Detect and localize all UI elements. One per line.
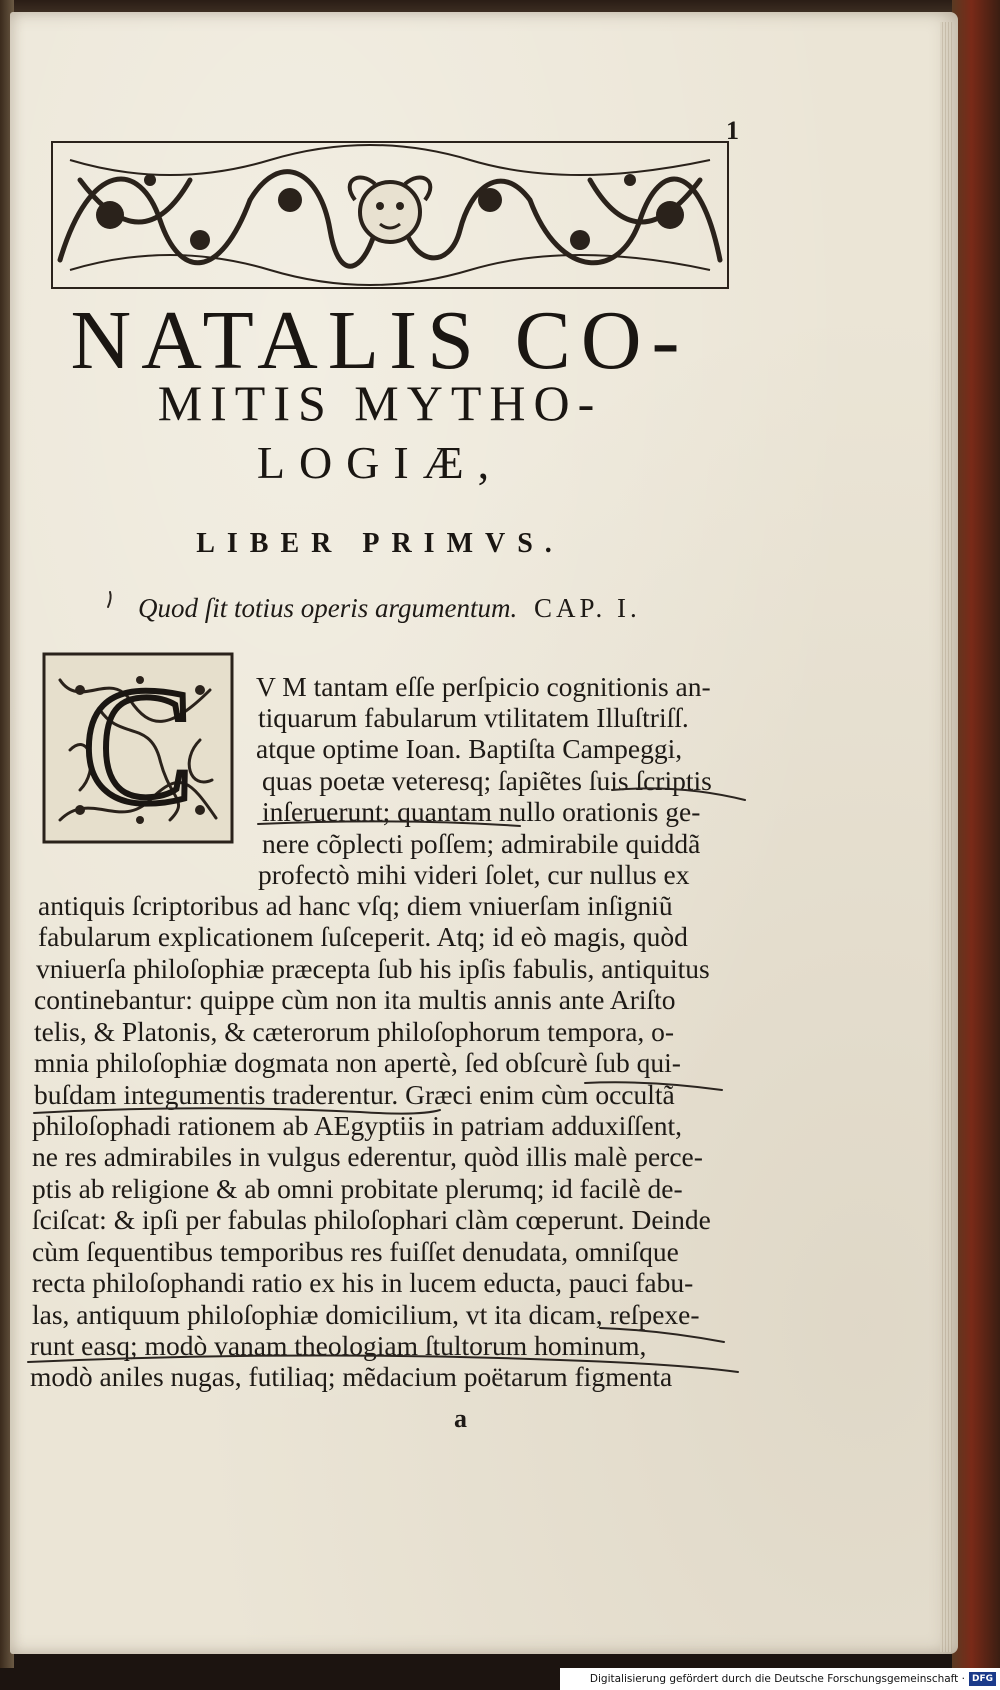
title-line-2: MITIS MYTHO-: [157, 375, 603, 431]
body-line-15: philoſophadi rationem ab AEgyptiis in patriam adduxiſſent,: [32, 1110, 682, 1141]
body-line-14: buſdam integumentis traderentur. Græci enim cùm occultã: [34, 1079, 675, 1110]
title-line-1: NATALIS CO-: [70, 294, 690, 387]
book-heading: LIBER PRIMVS.: [196, 528, 564, 559]
body-line-9: fabularum explicationem ſuſceperit. Atq; id eò magis, quòd: [38, 921, 688, 952]
body-line-16: ne res admirabiles in vulgus ederentur, quòd illis malè perce-: [32, 1141, 703, 1172]
body-line-23: modò aniles nugas, futiliaq; mẽdacium poëtarum figmenta: [30, 1361, 673, 1392]
body-line-2: tiquarum fabularum vtilitatem Illuſtriſſ.: [258, 702, 689, 733]
digitization-credit: [560, 1668, 1000, 1690]
body-line-4: quas poetæ veteresq; ſapiẽtes ſuis ſcriptis: [262, 765, 712, 796]
body-line-8: antiquis ſcriptoribus ad hanc vſq; diem vniuerſam inſigniũ: [38, 890, 673, 921]
body-line-17: ptis ab religione & ab omni probitate plerumq; id facilè de-: [32, 1173, 683, 1204]
folio-number: 1: [726, 116, 739, 145]
title-line-3: LOGIÆ,: [256, 437, 504, 488]
body-line-10: vniuerſa philoſophiæ præcepta ſub his ipſis fabulis, antiquitus: [36, 953, 710, 984]
signature-mark: a: [454, 1404, 467, 1433]
body-line-3: atque optime Ioan. Baptiſta Campeggi,: [256, 733, 683, 764]
credit-text: Digitalisierung gefördert durch die Deutsche Forschungsgemeinschaft ·: [589, 1673, 965, 1685]
body-line-7: profectò mihi videri ſolet, cur nullus ex: [258, 859, 690, 890]
drop-cap-letter: C: [81, 653, 195, 839]
chapter-number: CAP. I.: [534, 593, 641, 623]
body-line-12: telis, & Platonis, & cæterorum philoſophorum tempora, o-: [34, 1016, 675, 1047]
body-line-5: inſeruerunt; quantam nullo orationis ge-: [262, 796, 701, 827]
body-line-1: V M tantam eſſe perſpicio cognitionis an-: [256, 671, 711, 702]
dfg-logo: DFG: [969, 1672, 996, 1686]
body-line-20: recta philoſophandi ratio ex his in lucem educta, pauci fabu-: [32, 1267, 694, 1298]
body-line-18: ſciſcat: & ipſi per fabulas philoſophari clàm cœperunt. Deinde: [32, 1204, 711, 1235]
body-line-6: nere cõplecti poſſem; admirabile quiddã: [262, 828, 701, 859]
body-line-19: cùm ſequentibus temporibus res fuiſſet denudata, omniſque: [32, 1236, 679, 1267]
body-line-11: continebantur: quippe cùm non ita multis annis ante Ariſto: [34, 984, 676, 1015]
body-line-13: mnia philoſophiæ dogmata non apertè, ſed obſcurè ſub qui-: [34, 1047, 681, 1078]
chapter-argument: Quod ſit totius operis argumentum.: [138, 593, 518, 623]
body-line-21: las, antiquum philoſophiæ domicilium, vt ita dicam, reſpexe-: [32, 1299, 700, 1330]
body-line-22: runt easq; modò vanam theologiam ſtultorum hominum,: [30, 1330, 647, 1361]
